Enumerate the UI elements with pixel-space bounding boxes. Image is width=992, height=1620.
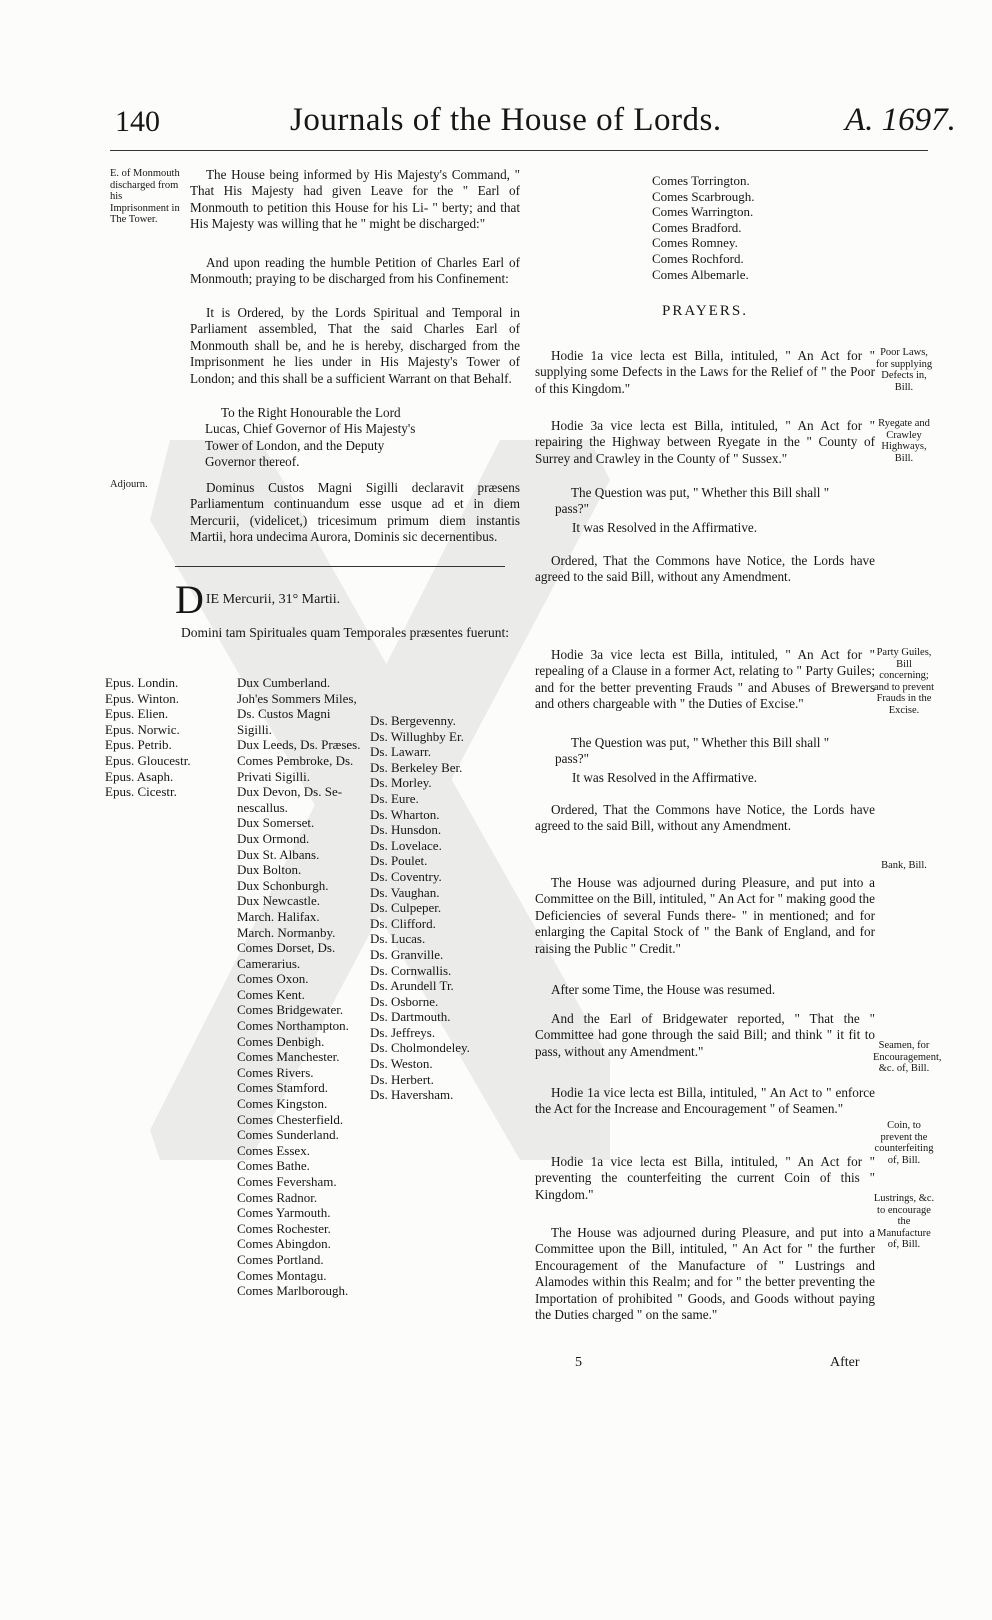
margin-note-seamen: Seamen, for Encouragement, &c. of, Bill. — [873, 1040, 942, 1074]
margin-note-party-guiles: Party Guiles, Bill concerning; and to prevent Frauds in the Excise. — [873, 647, 935, 716]
peer-name: Comes Essex. — [237, 1142, 310, 1158]
peers-column-a — [237, 675, 361, 1299]
peer-name: March. Halifax. — [237, 908, 320, 924]
peer-name: Ds. Weston. — [370, 1056, 433, 1072]
margin-note-monmouth: E. of Monmouth discharged from his Imprisonment in The Tower. — [110, 168, 180, 225]
peer-name: Dux St. Albans. — [237, 846, 320, 862]
present-lords-heading: Domini tam Spirituales quam Temporales præsentes fuerunt: — [181, 625, 509, 640]
peer-name: Ds. Clifford. — [370, 915, 436, 931]
peer-name: Ds. Poulet. — [370, 853, 428, 869]
resolved-party-guiles: It was Resolved in the Affirmative. — [572, 770, 758, 785]
page-title: Journals of the House of Lords. — [290, 102, 722, 138]
peer-name: Dux Schonburgh. — [237, 877, 329, 893]
peer-name: Dux Ormond. — [237, 830, 310, 846]
peer-name: Comes Torrington. — [652, 173, 750, 188]
bill-poor-laws: Hodie 1a vice lecta est Billa, intituled, " An Act for " supplying some Defects in the Laws for the Relief of " the Poor of this Kingdom." — [535, 348, 875, 396]
day-date: IE Mercurii, 31° Martii. — [205, 592, 341, 607]
paragraph-warrant-address: To the Right Honourable the Lord Lucas, Chief Governor of His Majesty's Tower of London, and the Deputy Governor thereof. — [205, 405, 416, 470]
resolved-ryegate: It was Resolved in the Affirmative. — [572, 520, 758, 535]
paragraph-monmouth-leave: The House being informed by His Majesty's Command, " That His Majesty had given Leave for the " Earl of Monmouth to petition this House for his Li- " berty; and that His Majesty was willing that he " might be discharged:" — [190, 167, 520, 232]
bill-coin: Hodie 1a vice lecta est Billa, intituled, " An Act for " preventing the counterfeiting the current Coin of this " Kingdom." — [535, 1154, 875, 1202]
ordered-ryegate: Ordered, That the Commons have Notice, the Lords have agreed to the said Bill, without any Amendment. — [535, 553, 875, 585]
margin-note-bank: Bank, Bill. — [881, 860, 927, 871]
peer-name: Comes Pembroke, Ds. — [237, 752, 354, 768]
peer-name: Joh'es Sommers Miles, — [237, 690, 357, 706]
peer-name: Comes Bradford. — [652, 219, 742, 235]
paragraph-ordered: It is Ordered, by the Lords Spiritual and Temporal in Parliament assembled, That the said Charles Earl of Monmouth shall be, and he is hereby, discharged from the Imprisonment he lies under in His Majesty's Tower of London; and this shall be a sufficient Warrant on that Behalf. — [190, 305, 520, 386]
catchword: After — [830, 1355, 860, 1370]
question-party-guiles: The Question was put, " Whether this Bill shall " pass?" — [555, 735, 830, 767]
peer-name: Ds. Wharton. — [370, 806, 440, 822]
bishop-name: Epus. Londin. — [105, 675, 179, 690]
peer-name: Sigilli. — [237, 721, 273, 737]
peer-name: Comes Radnor. — [237, 1189, 318, 1205]
peer-name: Comes Warrington. — [652, 204, 754, 220]
bishops-list — [105, 675, 191, 800]
peer-name: Comes Feversham. — [237, 1174, 337, 1189]
bill-ryegate: Hodie 3a vice lecta est Billa, intituled, " An Act for " repairing the Highway between Ryegate in the " County of Surrey and Crawley in the County of " Sussex." — [535, 418, 875, 466]
day-heading — [175, 577, 515, 622]
bill-seamen: Hodie 1a vice lecta est Billa, intituled, " An Act to " enforce the Act for the Increase and Encouragement " of Seamen." — [535, 1085, 875, 1117]
peer-name: Comes Romney. — [652, 235, 738, 251]
peer-name: Ds. Haversham. — [370, 1087, 454, 1103]
peer-name: Comes Rochford. — [652, 250, 744, 266]
bridgewater-report: And the Earl of Bridgewater reported, " That the " Committee had gone through the said Bill; and think " it fit to pass, without any Amendment." — [535, 1011, 875, 1059]
margin-note-ryegate: Ryegate and Crawley Highways, Bill. — [878, 418, 930, 464]
peer-name: Comes Stamford. — [237, 1080, 328, 1096]
peer-name: Dux Bolton. — [237, 862, 302, 878]
peers-column-b — [370, 713, 470, 1103]
header-rule — [110, 150, 928, 151]
peer-name: Comes Rochester. — [237, 1220, 331, 1236]
peers-column-c — [652, 173, 755, 282]
peer-name: Comes Chesterfield. — [237, 1111, 344, 1127]
peer-name: Comes Yarmouth. — [237, 1205, 331, 1221]
peer-name: Ds. Vaughan. — [370, 884, 440, 900]
peer-name: Comes Kingston. — [237, 1096, 328, 1112]
peer-name: nescallus. — [237, 799, 288, 815]
ordered-party-guiles: Ordered, That the Commons have Notice, the Lords have agreed to the said Bill, without any Amendment. — [535, 802, 875, 834]
peer-name: Ds. Granville. — [370, 946, 444, 962]
peer-name: Comes Scarbrough. — [652, 188, 755, 204]
house-resumed: After some Time, the House was resumed. — [551, 982, 776, 997]
peer-name: Ds. Osborne. — [370, 993, 439, 1009]
peer-name: Comes Bridgewater. — [237, 1002, 344, 1018]
peer-name: Ds. Bergevenny. — [370, 713, 456, 728]
peer-name: Ds. Hunsdon. — [370, 822, 442, 838]
prayers-heading: PRAYERS. — [662, 303, 748, 319]
peer-name: Privati Sigilli. — [237, 768, 310, 784]
peer-name: Ds. Coventry. — [370, 868, 442, 884]
peer-name: Ds. Jeffreys. — [370, 1024, 436, 1040]
peer-name: Dux Leeds, Ds. Præses. — [237, 737, 361, 753]
peer-name: Dux Devon, Ds. Se- — [237, 784, 343, 800]
peer-name: Comes Dorset, Ds. — [237, 940, 336, 956]
section-rule — [175, 566, 505, 567]
peer-name: Ds. Lawarr. — [370, 744, 432, 760]
bishop-name: Epus. Cicestr. — [105, 784, 177, 800]
margin-note-adjourn: Adjourn. — [110, 479, 148, 490]
peer-name: Dux Somerset. — [237, 815, 315, 831]
year: A. 1697. — [845, 102, 956, 138]
peer-name: Ds. Eure. — [370, 790, 419, 806]
page-number: 140 — [115, 105, 160, 138]
peer-name: Ds. Dartmouth. — [370, 1009, 451, 1025]
peer-name: Ds. Berkeley Ber. — [370, 759, 463, 775]
bishop-name: Epus. Gloucestr. — [105, 752, 191, 768]
peer-name: Ds. Cornwallis. — [370, 962, 452, 978]
peer-name: Dux Newcastle. — [237, 893, 321, 909]
peer-name: Ds. Arundell Tr. — [370, 978, 454, 994]
peer-name: Comes Kent. — [237, 986, 305, 1002]
bishop-name: Epus. Norwic. — [105, 721, 180, 737]
bishop-name: Epus. Winton. — [105, 690, 179, 706]
bill-lustrings: The House was adjourned during Pleasure, and put into a Committee upon the Bill, intituled, " An Act for " the further Encouragement of the Manufacture of " Lustrings and Alamodes within this Realm; and for " the better preventing the Importation of prohibited " Goods, and Goods without paying the Duties charged " on the same." — [535, 1225, 875, 1323]
peer-name: Comes Denbigh. — [237, 1033, 325, 1049]
peer-name: Dux Cumberland. — [237, 675, 331, 690]
peer-name: Comes Marlborough. — [237, 1283, 349, 1299]
bill-party-guiles: Hodie 3a vice lecta est Billa, intituled, " An Act for " repealing of a Clause in a former Act, relating to " Party Guiles; and for the better preventing Frauds " and Abuses of Brewers and others chargeable with " the Duties of Excise." — [535, 647, 875, 712]
paragraph-adjournment: Dominus Custos Magni Sigilli declaravit præsens Parliamentum continuandum esse usque ad et in diem Mercurii, (videlicet,) tricesimum primum diem instantis Martii, hora undecima Aurora, Dominis sic decernentibus. — [190, 480, 520, 545]
bill-bank: The House was adjourned during Pleasure, and put into a Committee on the Bill, intituled, " An Act for " making good the Deficiencies of several Funds there- " in mentioned; and for enlarging the Capital Stock of " the Bank of England, and for raising the Public " Credit." — [535, 875, 875, 956]
peer-name: Comes Oxon. — [237, 971, 309, 987]
bishop-name: Epus. Petrib. — [105, 737, 172, 753]
peer-name: Ds. Cholmondeley. — [370, 1040, 470, 1056]
margin-note-lustrings: Lustrings, &c. to encourage the Manufacture of, Bill. — [873, 1193, 935, 1250]
peer-name: Ds. Willughby Er. — [370, 728, 464, 744]
peer-name: Comes Rivers. — [237, 1064, 314, 1080]
peer-name: Ds. Lucas. — [370, 931, 426, 947]
peer-name: Comes Albemarle. — [652, 266, 749, 282]
peer-name: Comes Manchester. — [237, 1049, 340, 1065]
question-ryegate: The Question was put, " Whether this Bill shall " pass?" — [555, 485, 830, 517]
peer-name: Camerarius. — [237, 955, 301, 971]
bishop-name: Epus. Elien. — [105, 706, 169, 722]
peer-name: Comes Bathe. — [237, 1158, 310, 1174]
peer-name: Ds. Culpeper. — [370, 900, 442, 916]
peer-name: Ds. Lovelace. — [370, 837, 442, 853]
peer-name: Comes Abingdon. — [237, 1236, 331, 1252]
margin-note-poor-laws: Poor Laws, for supplying Defects in, Bill. — [875, 347, 933, 393]
paragraph-petition: And upon reading the humble Petition of Charles Earl of Monmouth; praying to be discharged from his Confinement: — [190, 255, 520, 287]
signature-mark: 5 — [575, 1355, 582, 1370]
peer-name: Comes Portland. — [237, 1251, 324, 1267]
peer-name: Comes Montagu. — [237, 1267, 327, 1283]
peer-name: March. Normanby. — [237, 924, 336, 940]
peer-name: Comes Sunderland. — [237, 1127, 339, 1143]
peer-name: Ds. Morley. — [370, 775, 432, 791]
bishop-name: Epus. Asaph. — [105, 768, 174, 784]
day-dropcap: D — [175, 577, 204, 622]
peer-name: Ds. Herbert. — [370, 1071, 434, 1087]
peer-name: Ds. Custos Magni — [237, 706, 331, 722]
margin-note-coin: Coin, to prevent the counterfeiting of, Bill. — [874, 1120, 934, 1166]
peer-name: Comes Northampton. — [237, 1018, 349, 1034]
